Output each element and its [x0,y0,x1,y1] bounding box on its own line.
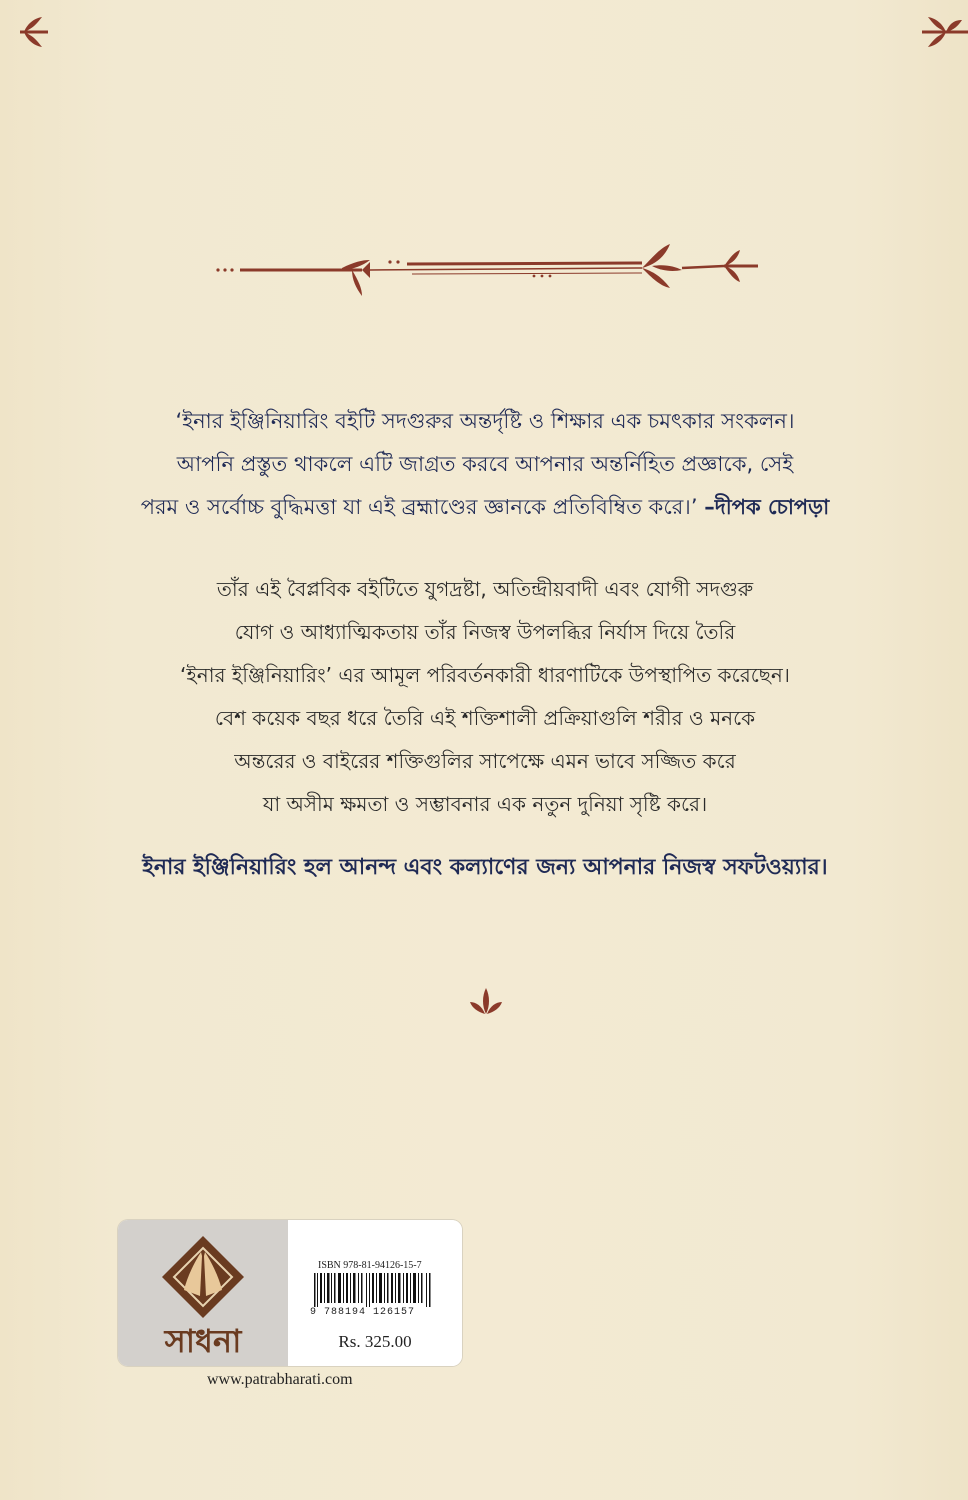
corner-ornament-right [922,14,968,54]
publisher-website[interactable]: www.patrabharati.com [207,1371,353,1388]
publisher-logo-text: সাধনা [164,1322,242,1360]
quote-line: আপনি প্রস্তুত থাকলে এটি জাগ্রত করবে আপনার অন্তর্নিহিত প্রজ্ঞাকে, সেই [176,452,794,476]
decorative-divider [212,238,762,304]
description-line: তাঁর এই বৈপ্লবিক বইটিতে যুগদ্রষ্টা, অতিন্দ্রীয়বাদী এবং যোগী সদগুরু [216,577,754,601]
description-line: ‘ইনার ইঞ্জিনিয়ারিং’ এর আমূল পরিবর্তনকারী ধারণাটিকে উপস্থাপিত করেছেন। [180,663,790,687]
barcode-panel [288,1220,462,1366]
description-line: অন্তরের ও বাইরের শক্তিগুলির সাপেক্ষে এমন ভাবে সজ্জিত করে [234,749,736,773]
description-line: যোগ ও আধ্যাত্মিকতায় তাঁর নিজস্ব উপলব্ধির নির্যাস দিয়ে তৈরি [234,620,736,644]
quote-line: পরম ও সর্বোচ্চ বুদ্ধিমত্তা যা এই ব্রহ্মাণ্ডের জ্ঞানকে প্রতিবিম্বিত করে।’ [140,495,698,519]
publisher-logo-panel [118,1220,288,1366]
description-line: যা অসীম ক্ষমতা ও সম্ভাবনার এক নতুন দুনিয়া সৃষ্টি করে। [262,792,708,816]
endorsement-quote [110,400,860,529]
description-line: বেশ কয়েক বছর ধরে তৈরি এই শক্তিশালী প্রক্রিয়াগুলি শরীর ও মনকে [214,706,756,730]
price: Rs. 325.00 [338,1332,412,1351]
namaste-hands-icon [160,1234,246,1324]
barcode-digits: 9 788194 126157 [310,1307,416,1318]
corner-ornament-left [18,14,50,54]
quote-author: –দীপক চোপড়া [704,495,830,519]
quote-line: ‘ইনার ইঞ্জিনিয়ারিং বইটি সদগুরুর অন্তর্দৃষ্টি ও শিক্ষার এক চমৎকার সংকলন। [175,409,795,433]
leaf-ornament-icon [468,984,504,1020]
publisher-label [118,1220,462,1366]
barcode-icon [314,1273,432,1311]
book-description [110,568,860,826]
quote-line-with-author [110,486,860,529]
isbn-number: ISBN 978-81-94126-15-7 [318,1260,422,1271]
tagline: ইনার ইঞ্জিনিয়ারিং হল আনন্দ এবং কল্যাণের জন্য আপনার নিজস্ব সফটওয়্যার। [142,855,828,880]
